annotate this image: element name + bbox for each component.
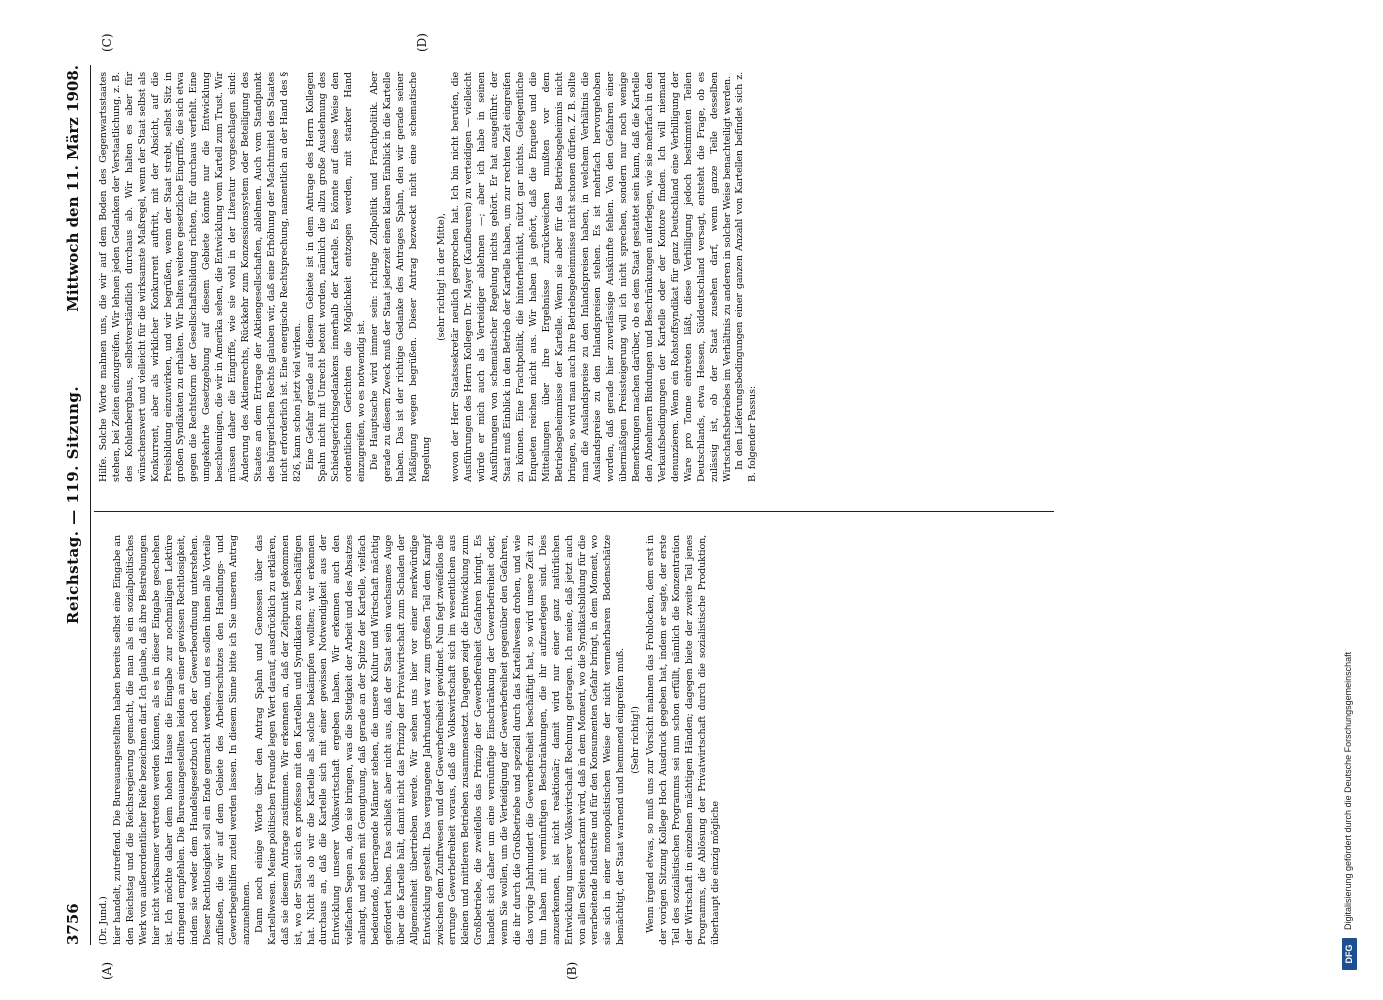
margin-marker-a: (A) [100, 961, 114, 980]
paragraph: Hilfe. Solche Worte mahnen uns, die wir auf dem Boden des Gegenwartsstaates stehen, bei Zeiten einzugreifen. Wir lehnen jeden Gedanken der Verstaatlichung, z. B. des Kohlenbergbaus, selbstverständlich durchaus ab. Wir halten es aber für wünschenswert und vielleicht für die wirksamste Maßregel, wenn der Staat selbst als Konkurrent, aber als wirklicher Konkurrent auftritt, mit der Absicht, auf die Preisbildung einzuwirken, und wir begrüßen, wenn der Staat strebt, selbst Sitz in großen Syndikaten zu erhalten. Wir halten weitere gesetzliche Eingriffe, die sich etwa gegen die Rechtsform der Gesellschaftsbildung richten, für durchaus verfehlt. Eine umgekehrte Gesetzgebung auf diesem Gebiete könnte nur die Entwicklung beschleunigen, die wir in Amerika sehen, die Entwicklung vom Kartell zum Trust. Wir müssen daher die Eingriffe, wie sie wohl in der Literatur vorgeschlagen sind: Änderung des Aktienrechts, Rückkehr zum Konzessionssystem oder Beteiligung des Staates an dem Ertrage der Aktiengesellschaften, ablehnen. Auch vom Standpunkt des bürgerlichen Rechts glauben wir, daß eine Erhöhung der Machtmittel des Staates nicht erforderlich ist. Eine energische Rechtsprechung, namentlich an der Hand des § 826, kann schon jetzt viel wirken. [98, 72, 303, 482]
paragraph: Eine Gefahr gerade auf diesem Gebiete ist in dem Antrage des Herrn Kollegen Spahn nicht mit Unrecht betont worden, nämlich die allzu große Ausdehnung des Schiedsgerichtsgedankens innerhalb der Kartelle. Es könnte auf diese Weise den ordentlichen Gerichten die Möglichkeit entzogen werden, mit starker Hand einzugreifen, wo es notwendig ist. [304, 72, 368, 482]
speaker-label: (Dr. Jund.) [98, 896, 109, 945]
margin-marker-d: (D) [415, 33, 429, 52]
page-header [60, 65, 91, 945]
page-number: 3756 [64, 903, 82, 945]
dfg-logo: DFG [1342, 938, 1357, 970]
right-column [98, 72, 758, 482]
session-title: Reichstag. — 119. Sitzung. [64, 385, 82, 625]
paragraph: Dann noch einige Worte über den Antrag Spahn und Genossen über das Kartellwesen. Meine politischen Freunde legen Wert darauf, ausdrücklich zu erklären, daß sie diesem Antrage zustimmen. Wir erkennen an, daß der Zeitpunkt gekommen ist, wo der Staat sich ex professo mit den Kartellen und Syndikaten zu beschäftigen hat. Nicht als ob wir die Kartelle als solche bekämpfen wollten; wir erkennen durchaus an, daß die Kartelle sich mit einer gewissen Notwendigkeit aus der Entwicklung unserer Volkswirtschaft ergeben haben. Wir erkennen auch den vielfachen Segen an, den sie bringen, was die Stetigkeit der Arbeit und des Absatzes anlangt, und sehen mit Genugtuung, daß gerade an der Spitze der Kartelle, vielfach bedeutende, überragende Männer stehen, die unsere Kultur und Wirtschaft mächtig gefördert haben. Das schließt aber nicht aus, daß der Staat sein wachsames Auge über die Kartelle hält, damit nicht das Prinzip der Privatwirtschaft zum Schaden der Allgemeinheit übertrieben werde. Wir sehen uns hier vor einer merkwürdige Entwicklung gestellt. Das vergangene Jahrhundert war zum großen Teil dem Kampf zwischen dem Zunftwesen und der Gewerbefreiheit gewidmet. Nun fegt zweifellos die errunge Gewerbefreiheit voraus, daß die Volkswirtschaft sich im wesentlichen aus kleinen und mittleren Betrieben zusammensetzt. Dagegen zeigt die Entwicklung zum Großbetriebe, die zweifellos das Prinzip der Gewerbefreiheit Gefahren bringt. Es handelt sich daher um eine vernünftige Einschränkung der Gewerbefreiheit oder, wenn Sie wollen, um die Verteidigung der Gewerbefreiheit gegenüber den Gefahren, die ihr durch die Großbetriebe und speziell durch das Kartellwesen drohen, und wie das vorige Jahrhundert die Gewerbefreiheit beschäftigt hat, so wird unsere Zeit zu tun haben mit vernünftigen Beschränkungen, die ihr aufzuerlegen sind. Dies anzuerkennen, ist nicht reaktionär; damit wird nur einer ganz natürlichen Entwicklung unserer Volkswirtschaft Rechnung getragen. Ich meine, daß jetzt auch von allen Seiten anerkannt wird, daß in dem Moment, wo die Syndikatsbildung für die verarbeitende Industrie und für den Konsumenten Gefahr bringt, in dem Moment, wo sie sich in einer monopolistischen Weise der nicht vermehrbaren Bodenschätze bemächtigt, der Staat warnend und hemmend eingreifen muß. [253, 535, 627, 945]
margin-marker-b: (B) [565, 961, 579, 980]
paragraph: Wenn irgend etwas, so muß uns zur Vorsicht mahnen das Frohlocken, dem erst in der vorigen Sitzung Kollege Hoch Ausdruck gegeben hat, indem er sagte, der erste Teil des sozialistischen Programms sei nun schon erfüllt, nämlich die Konzentration der Wirtschaft in einzelnen mächtigen Händen; dagegen biete der zweite Teil jenes Programms, die Ablösung der Privatwirtschaft durch die sozialistische Produktion, überhaupt die einzig mögliche [645, 535, 721, 945]
interjection: (sehr richtig! in der Mitte), [435, 213, 447, 341]
column-divider [94, 511, 1054, 512]
paragraph: In den Lieferungsbedingungen einer ganzen Anzahl von Kartellen befindet sich z. B. folgender Passus: [734, 72, 759, 482]
left-column [98, 535, 758, 945]
digitization-footer [1340, 10, 1360, 970]
paragraph: wovon der Herr Staatssekretär neulich gesprochen hat. Ich bin nicht berufen, die Ausführungen des Herrn Kollegen Dr. Mayer (Kaufbeuren) zu verteidigen — vielleicht würde er mich auch als Verteidiger ablehnen —; aber ich habe in seinen Ausführungen von schematischer Regelung nichts gehört. Er hat ausgeführt: der Staat muß Einblick in den Betrieb der Kartelle haben, um zur rechten Zeit eingreifen zu können. Eine Frachtpolitik, die hinterherhinkt, nützt gar nichts. Gelegentliche Enqueten reichen nicht aus. Wir haben ja gehört, daß die Enquete und die Mitteilungen über ihre Ergebnisse zurückweichen mußten vor dem Betriebsgeheimnisse der Kartelle. Wenn sie aber für das Betriebsgeheimnis nicht bringen, so wird man auch ihre Betriebsgeheimnisse nicht schonen dürfen. Z. B. sollte man die Auslandspreise zu den Inlandspreisen haben, in welchem Verhältnis die Auslandspreise zu den Inlandspreisen stehen. Es ist mehrfach hervorgehoben worden, daß gerade hier zuverlässige Auskünfte fehlen. Von den Gefahren einer übermäßigen Preissteigerung will ich nicht sprechen, sondern nur noch wenige Bemerkungen machen darüber, ob es dem Staat gestattet sein kann, daß die Kartelle den Abnehmern Bindungen und Beschränkungen auferlegen, wie sie mehrfach in den Verkaufsbedingungen der Kartelle oder der Kontore finden. Ich will niemand denunzieren. Wenn ein Rohstoffsyndikat für ganz Deutschland eine Verbilligung der Ware pro Tonne eintreten läßt, diese Verbilligung jedoch bestimmten Teilen Deutschlands, etwa Hessen, Süddeutschland versagt, entsteht die Frage, ob es zulässig ist, ob der Staat zusehen darf, wenn ganze Teile desselben Wirtschaftsbetriebes im Verhältnis zu anderen in solcher Weise benachteiligt werden. [450, 72, 733, 482]
digitization-credit: Digitalisierung gefördert durch die Deutsche Forschungsgemeinschaft [1343, 651, 1353, 930]
interjection: (Sehr richtig!) [630, 706, 642, 774]
margin-marker-c: (C) [100, 33, 114, 52]
session-date: Mittwoch den 11. März 1908. [64, 65, 82, 312]
paragraph: hier handelt, zutreffend. Die Bureauangestellten haben bereits selbst eine Eingabe an den Reichstag und die Reichsregierung gemacht, die man als ein sozialpolitisches Werk von außerordentlicher Reife bezeichnen darf. Ich glaube, daß ihre Bestrebungen hier nicht wirksamer vertreten werden können, als es in dieser Eingabe geschehen ist. Ich möchte daher dem hohen Hause die Eingabe zur nochmaligen Lektüre dringend empfehlen. Die Bureauangestellten leiden an einer gewissen Rechtlosigkeit, indem sie weder dem Handelsgesetzbuch noch der Gewerbeordnung unterstehen. Dieser Rechtlosigkeit soll ein Ende gemacht werden, und es sollen ihnen alle Vorteile zufließen, die wir auf dem Gebiete des Arbeiterschutzes den Handlungs- und Gewerbegehilfen zuteil werden lassen. In diesem Sinne bitte ich Sie unseren Antrag anzunehmen. [111, 535, 252, 945]
paragraph: Die Hauptsache wird immer sein: richtige Zollpolitik und Frachtpolitik. Aber gerade zu diesem Zweck muß der Staat jederzeit einen klaren Einblick in die Kartelle haben. Das ist der richtige Gedanke des Antrages Spahn, den wir gerade seiner Mäßigung wegen begrüßen. Dieser Antrag bezweckt nicht eine schematische Regelung [369, 72, 432, 482]
